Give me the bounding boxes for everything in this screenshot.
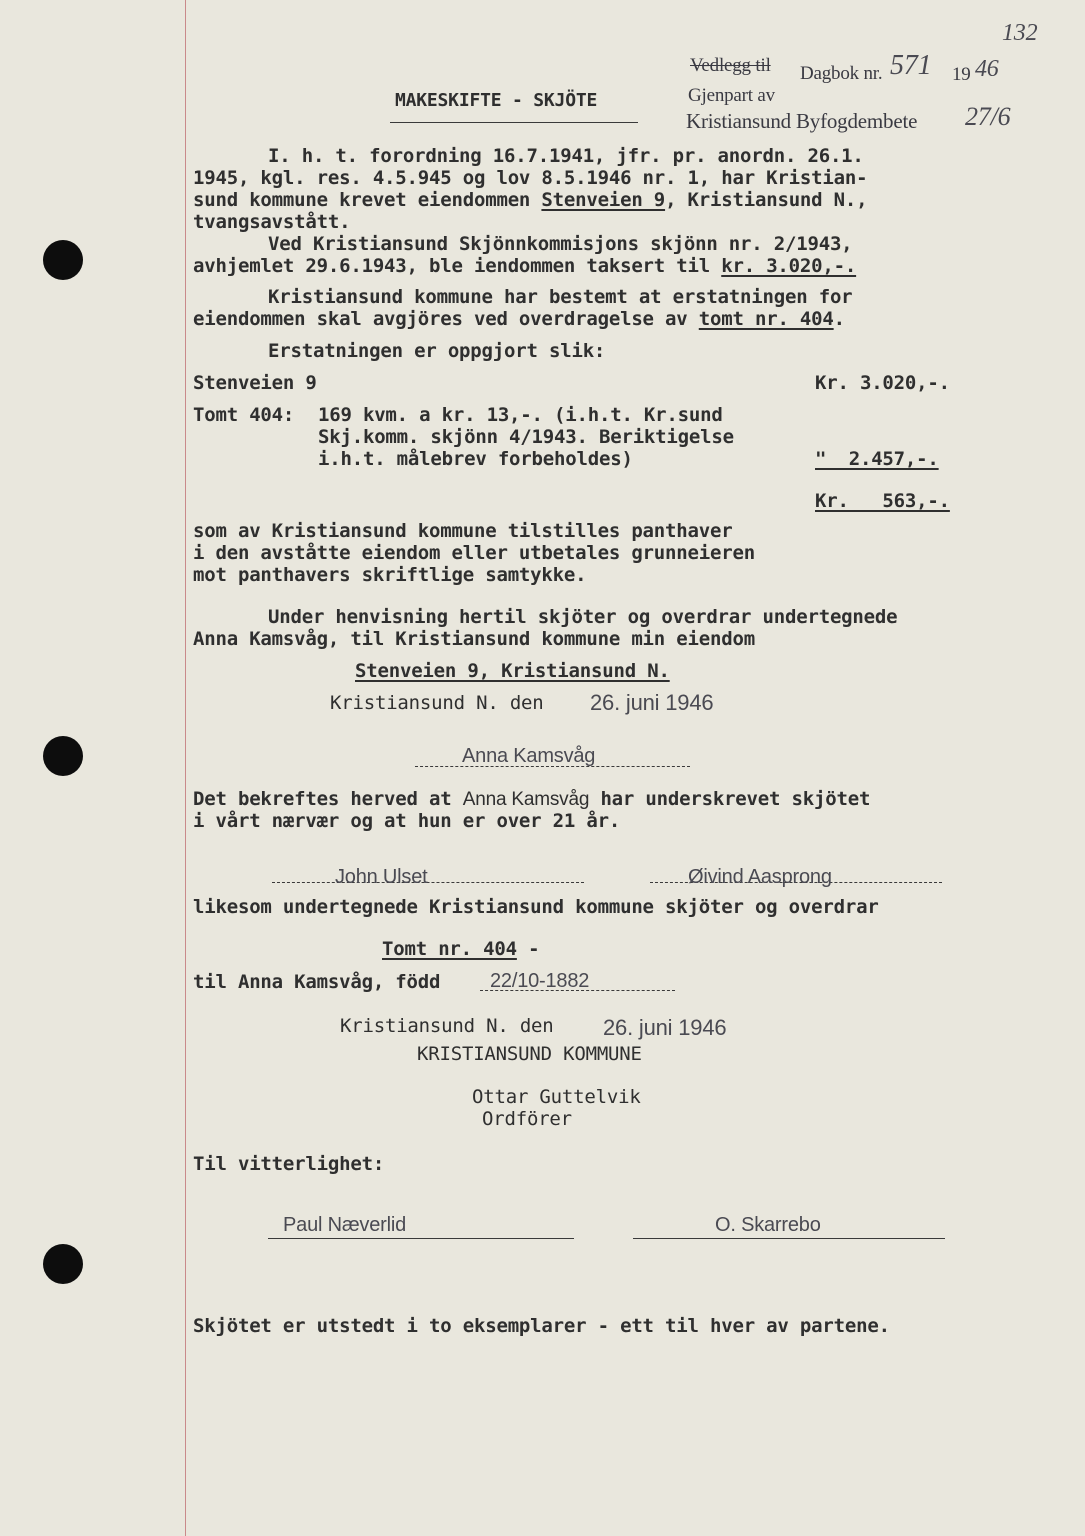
para5-line2: i den avståtte eiendom eller utbetales grunneieren	[193, 542, 755, 564]
tomt-line	[382, 938, 539, 960]
date-2: 26. juni 1946	[603, 1015, 727, 1040]
confirm-text: Det bekreftes herved at	[193, 788, 463, 810]
calc-row1-label: Stenveien 9	[193, 372, 317, 394]
para7: likesom undertegnede Kristiansund kommune skjöter og overdrar	[193, 896, 879, 918]
vitness-signature-1: Paul Næverlid	[283, 1214, 407, 1236]
title-underline	[390, 122, 638, 123]
para2-text: avhjemlet 29.6.1943, ble iendommen taksert til	[193, 255, 722, 277]
stamp-dagbok-number: 571	[890, 50, 932, 81]
stamp-page-number: 132	[1002, 20, 1038, 46]
para3-end: .	[833, 308, 845, 330]
stamp-office: Kristiansund Byfogdembete	[686, 109, 918, 133]
stamp-prefix-struck: Vedlegg til	[690, 55, 771, 76]
valuation-amount: kr. 3.020,-.	[721, 255, 857, 277]
stamp-dagbok-label: Dagbok nr.	[800, 63, 883, 84]
calc-row1-amount: Kr. 3.020,-.	[815, 372, 950, 394]
property-name: Stenveien 9	[541, 189, 666, 211]
born-date: 22/10-1882	[490, 970, 590, 992]
para3-line2	[193, 308, 845, 330]
vitness-line-2	[633, 1238, 945, 1239]
para1-line4: tvangsavstått.	[193, 211, 351, 233]
para5-line1: som av Kristiansund kommune tilstilles panthaver	[193, 520, 733, 542]
punch-hole-middle	[43, 736, 83, 776]
confirm-line2: i vårt nærvær og at hun er over 21 år.	[193, 810, 621, 832]
mayor-title: Ordförer	[482, 1108, 572, 1130]
stamp-year-suffix: 46	[975, 56, 999, 82]
place-date-prefix-2: Kristiansund N. den	[340, 1015, 554, 1037]
para5-line3: mot panthavers skriftlige samtykke.	[193, 564, 587, 586]
born-prefix: til Anna Kamsvåg, född	[193, 971, 441, 993]
signature-anna: Anna Kamsvåg	[462, 745, 596, 767]
calc-row2-line1: 169 kvm. a kr. 13,-. (i.h.t. Kr.sund	[318, 404, 723, 426]
vitness-line-1	[268, 1238, 574, 1239]
para2-line1: Ved Kristiansund Skjönnkommisjons skjönn nr. 2/1943,	[268, 233, 853, 255]
para1-line3	[193, 189, 867, 211]
tomt-dash: -	[516, 938, 540, 960]
confirm-text-end: har underskrevet skjötet	[589, 788, 871, 810]
confirm-line1	[193, 788, 870, 811]
para1-text-end: , Kristiansund N.,	[665, 189, 868, 211]
witness-signature-1: John Ulset	[335, 866, 428, 888]
para3-text: eiendommen skal avgjöres ved overdragelse av	[193, 308, 699, 330]
vitness-signature-2: O. Skarrebo	[715, 1214, 821, 1236]
para3-line1: Kristiansund kommune har bestemt at erstatningen for	[268, 286, 853, 308]
para1-text: sund kommune krevet eiendommen	[193, 189, 542, 211]
stamp-year-prefix: 19	[952, 64, 971, 85]
para2-line2	[193, 255, 856, 277]
para1-line1: I. h. t. forordning 16.7.1941, jfr. pr. anordn. 26.1.	[268, 145, 864, 167]
witness-signature-2: Øivind Aasprong	[688, 866, 832, 888]
calc-row2-line2: Skj.komm. skjönn 4/1943. Beriktigelse	[318, 426, 734, 448]
property-line: Stenveien 9, Kristiansund N.	[355, 660, 670, 682]
vitterlighet-label: Til vitterlighet:	[193, 1153, 385, 1175]
punch-hole-top	[43, 240, 83, 280]
punch-hole-bottom	[43, 1244, 83, 1284]
para4: Erstatningen er oppgjort slik:	[268, 340, 606, 362]
place-date-prefix-1: Kristiansund N. den	[330, 692, 544, 714]
stamp-date-short: 27/6	[965, 102, 1011, 131]
calc-total-amount: Kr. 563,-.	[815, 490, 950, 512]
calc-row2-amount: " 2.457,-.	[815, 448, 939, 470]
para6-line2: Anna Kamsvåg, til Kristiansund kommune min eiendom	[193, 628, 755, 650]
plot-number: tomt nr. 404	[698, 308, 834, 330]
margin-line	[185, 0, 186, 1536]
para6-line1: Under henvisning hertil skjöter og overdrar undertegnede	[268, 606, 898, 628]
closing-statement: Skjötet er utstedt i to eksemplarer - ett til hver av partene.	[193, 1315, 890, 1337]
calc-row2-line3: i.h.t. målebrev forbeholdes)	[318, 448, 633, 470]
tomt-plot: Tomt nr. 404	[382, 938, 517, 960]
stamp-copy-label: Gjenpart av	[688, 85, 775, 106]
mayor-name: Ottar Guttelvik	[472, 1086, 641, 1108]
date-1: 26. juni 1946	[590, 690, 714, 715]
born-date-line	[480, 990, 675, 991]
witness-line-1	[272, 882, 584, 883]
confirm-signer-name: Anna Kamsvåg	[462, 789, 590, 810]
calc-row2-label: Tomt 404:	[193, 404, 295, 426]
para1-line2: 1945, kgl. res. 4.5.945 og lov 8.5.1946 nr. 1, har Kristian-	[193, 167, 868, 189]
document-title: MAKESKIFTE - SKJÖTE	[395, 90, 598, 111]
municipality: KRISTIANSUND KOMMUNE	[417, 1043, 642, 1065]
